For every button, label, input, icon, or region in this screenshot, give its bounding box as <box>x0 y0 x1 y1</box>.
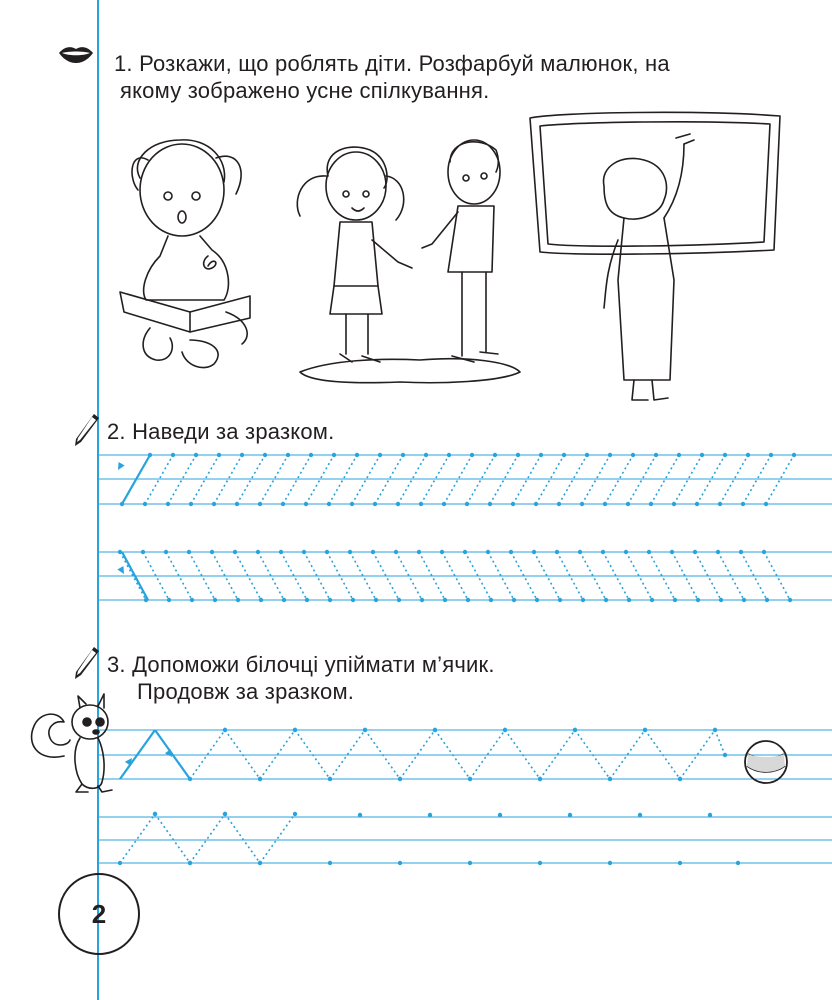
traced-slash-dot <box>171 453 175 457</box>
traced-backslash-dot <box>466 598 470 602</box>
task-3-text <box>107 651 495 705</box>
traced-zigzag-dot <box>433 728 437 732</box>
traced-backslash-dot <box>555 550 559 554</box>
traced-zigzag-row2-dot <box>293 812 297 816</box>
traced-slash-dot <box>562 453 566 457</box>
traced-backslash-dot <box>397 598 401 602</box>
traced-slash-dot <box>493 453 497 457</box>
guide-dot <box>428 813 432 817</box>
traced-zigzag-dot <box>538 777 542 781</box>
traced-backslash-dot <box>417 550 421 554</box>
traced-zigzag-dot <box>223 728 227 732</box>
traced-zigzag-row2 <box>260 814 295 863</box>
traced-backslash-dot <box>118 550 122 554</box>
traced-backslash-dot <box>420 598 424 602</box>
traced-backslash-dot <box>601 550 605 554</box>
traced-backslash-dot <box>693 550 697 554</box>
traced-zigzag-dot <box>573 728 577 732</box>
traced-slash-dot <box>769 453 773 457</box>
traced-backslash-dot <box>233 550 237 554</box>
traced-slash-dot <box>217 453 221 457</box>
traced-slash-dot <box>580 502 584 506</box>
traced-backslash-dot <box>486 550 490 554</box>
guide-dot <box>736 861 740 865</box>
sample-slash-arrow <box>118 462 125 470</box>
guide-dot <box>638 813 642 817</box>
traced-slash-dot <box>649 502 653 506</box>
traced-backslash-dot <box>463 550 467 554</box>
traced-backslash-dot <box>144 598 148 602</box>
traced-backslash-dot <box>282 598 286 602</box>
traced-backslash-dot <box>627 598 631 602</box>
traced-slash-dot <box>723 453 727 457</box>
traced-slash-dot <box>631 453 635 457</box>
traced-slash-dot <box>419 502 423 506</box>
traced-backslash-dot <box>259 598 263 602</box>
traced-backslash-dot <box>440 550 444 554</box>
traced-zigzag-dot <box>363 728 367 732</box>
traced-slash-dot <box>741 502 745 506</box>
traced-backslash-dot <box>190 598 194 602</box>
traced-backslash-dot <box>765 598 769 602</box>
traced-slash-dot <box>332 453 336 457</box>
traced-backslash-dot <box>673 598 677 602</box>
traced-backslash-dot <box>348 550 352 554</box>
task-1-line-2: якому зображено усне спілкування. <box>120 78 490 103</box>
traced-zigzag-row2-dot <box>118 861 122 865</box>
traced-slash-dot <box>603 502 607 506</box>
traced-backslash-dot <box>581 598 585 602</box>
traced-slash-dot <box>240 453 244 457</box>
traced-backslash-dot <box>279 550 283 554</box>
traced-slash-dot <box>309 453 313 457</box>
squirrel-icon <box>24 692 116 796</box>
traced-slash-dot <box>350 502 354 506</box>
traced-backslash-dot <box>141 550 145 554</box>
traced-slash-dot <box>327 502 331 506</box>
guide-dot <box>608 861 612 865</box>
guide-dot <box>538 861 542 865</box>
traced-backslash-dot <box>371 550 375 554</box>
traced-zigzag-dot <box>608 777 612 781</box>
traced-slash-dot <box>516 453 520 457</box>
traced-backslash-dot <box>647 550 651 554</box>
traced-slash-dot <box>764 502 768 506</box>
traced-slash-dot <box>465 502 469 506</box>
traced-slash-dot <box>585 453 589 457</box>
traced-zigzag-row2 <box>120 814 155 863</box>
traced-slash-dot <box>557 502 561 506</box>
traced-slash-dot <box>442 502 446 506</box>
traced-zigzag-dot <box>258 777 262 781</box>
traced-slash-dot <box>378 453 382 457</box>
traced-slash-dot <box>792 453 796 457</box>
traced-backslash-dot <box>394 550 398 554</box>
task-1-line-1: Розкажи, що роблять діти. Розфарбуй малюнок, на <box>139 51 670 76</box>
traced-backslash-dot <box>604 598 608 602</box>
traced-backslash-dot <box>650 598 654 602</box>
guide-dot <box>358 813 362 817</box>
traced-backslash-dot <box>302 550 306 554</box>
traced-slash-dot <box>263 453 267 457</box>
traced-backslash-dot <box>210 550 214 554</box>
traced-slash-dot <box>424 453 428 457</box>
traced-slash-dot <box>700 453 704 457</box>
traced-slash-dot <box>534 502 538 506</box>
traced-backslash-dot <box>443 598 447 602</box>
traced-backslash-dot <box>328 598 332 602</box>
task-2-line-1: Наведи за зразком. <box>132 419 335 444</box>
traced-zigzag-row2-dot <box>258 861 262 865</box>
traced-backslash-dot <box>512 598 516 602</box>
sample-backslash-arrow <box>117 566 124 574</box>
traced-slash-dot <box>120 502 124 506</box>
traced-slash-dot <box>677 453 681 457</box>
guide-dot <box>468 861 472 865</box>
traced-backslash-dot <box>167 598 171 602</box>
traced-slash-dot <box>626 502 630 506</box>
guide-dot <box>708 813 712 817</box>
traced-zigzag-dot <box>678 777 682 781</box>
traced-backslash-dot <box>558 598 562 602</box>
traced-zigzag-row2-dot <box>188 861 192 865</box>
traced-zigzag-row2 <box>225 814 260 863</box>
traced-backslash-dot <box>739 550 743 554</box>
traced-slash-dot <box>447 453 451 457</box>
traced-backslash-dot <box>762 550 766 554</box>
traced-slash-dot <box>470 453 474 457</box>
traced-slash-dot <box>488 502 492 506</box>
task-3-line-1: Допоможи білочці упіймати м’ячик. <box>132 652 495 677</box>
task-3-line-2: Продовж за зразком. <box>137 679 355 704</box>
traced-zigzag-dot <box>398 777 402 781</box>
traced-slash-dot <box>401 453 405 457</box>
traced-backslash-dot <box>532 550 536 554</box>
traced-backslash-dot <box>716 550 720 554</box>
traced-slash-dot <box>396 502 400 506</box>
traced-backslash-dot <box>535 598 539 602</box>
traced-zigzag-dot <box>293 728 297 732</box>
traced-slash-dot <box>281 502 285 506</box>
traced-slash-dot <box>539 453 543 457</box>
traced-backslash-dot <box>374 598 378 602</box>
traced-backslash-dot <box>256 550 260 554</box>
traced-zigzag-dot <box>503 728 507 732</box>
guide-dot <box>568 813 572 817</box>
traced-zigzag-row2 <box>190 814 225 863</box>
traced-zigzag-dot <box>643 728 647 732</box>
traced-slash-dot <box>511 502 515 506</box>
traced-backslash-dot <box>213 598 217 602</box>
traced-backslash-dot <box>164 550 168 554</box>
traced-slash-dot <box>304 502 308 506</box>
page-number: 2 <box>58 873 140 955</box>
traced-zigzag-row2-dot <box>223 812 227 816</box>
traced-backslash-dot <box>187 550 191 554</box>
traced-slash-dot <box>718 502 722 506</box>
traced-slash-dot <box>143 502 147 506</box>
traced-slash-dot <box>235 502 239 506</box>
traced-backslash-dot <box>305 598 309 602</box>
traced-zigzag-dot <box>723 753 727 757</box>
ball-icon <box>742 738 790 786</box>
traced-backslash-dot <box>624 550 628 554</box>
traced-slash-dot <box>166 502 170 506</box>
traced-backslash-dot <box>578 550 582 554</box>
traced-zigzag <box>715 730 725 755</box>
traced-zigzag-dot <box>188 777 192 781</box>
traced-backslash-dot <box>236 598 240 602</box>
traced-backslash-dot <box>742 598 746 602</box>
traced-slash-dot <box>194 453 198 457</box>
task-1-number: 1. <box>114 51 133 76</box>
traced-backslash-dot <box>325 550 329 554</box>
traced-backslash-dot <box>719 598 723 602</box>
traced-slash-dot <box>746 453 750 457</box>
pencil-icon <box>72 645 100 681</box>
traced-slash-dot <box>373 502 377 506</box>
traced-slash-dot <box>148 453 152 457</box>
traced-zigzag-dot <box>713 728 717 732</box>
traced-backslash-dot <box>509 550 513 554</box>
guide-dot <box>398 861 402 865</box>
traced-slash-dot <box>608 453 612 457</box>
traced-slash-dot <box>695 502 699 506</box>
task-3-number: 3. <box>107 652 126 677</box>
traced-slash-dot <box>672 502 676 506</box>
traced-slash-dot <box>654 453 658 457</box>
traced-backslash-dot <box>489 598 493 602</box>
traced-slash-dot <box>258 502 262 506</box>
task-2-number: 2. <box>107 419 126 444</box>
traced-backslash-dot <box>696 598 700 602</box>
traced-slash-dot <box>212 502 216 506</box>
guide-dot <box>498 813 502 817</box>
traced-zigzag-row2 <box>155 814 190 863</box>
traced-backslash-dot <box>788 598 792 602</box>
traced-slash-dot <box>286 453 290 457</box>
traced-backslash-dot <box>670 550 674 554</box>
traced-backslash-dot <box>351 598 355 602</box>
traced-zigzag-dot <box>328 777 332 781</box>
traced-slash-dot <box>189 502 193 506</box>
traced-zigzag-dot <box>468 777 472 781</box>
traced-zigzag-row2-dot <box>153 812 157 816</box>
guide-dot <box>678 861 682 865</box>
guide-dot <box>328 861 332 865</box>
traced-slash-dot <box>355 453 359 457</box>
